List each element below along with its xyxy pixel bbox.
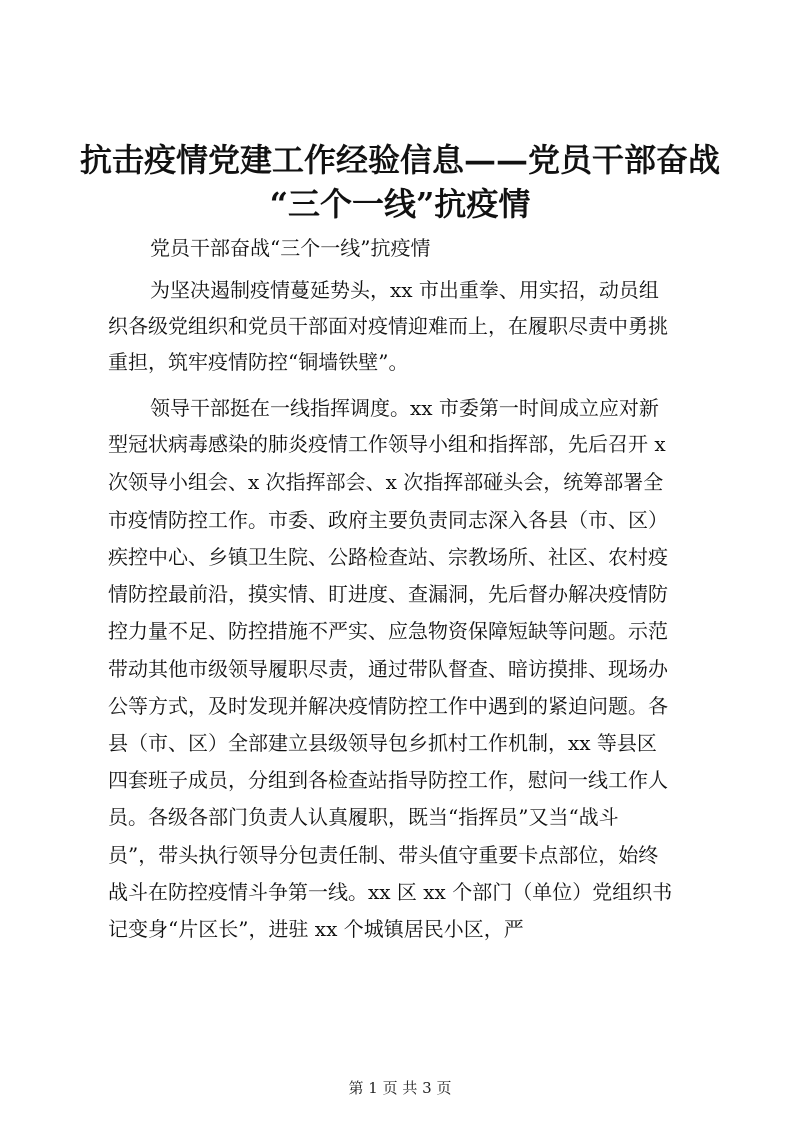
subtitle-line: 党员干部奋战“三个一线”抗疫情 bbox=[150, 236, 431, 260]
body-line: 领导干部挺在一线指挥调度。xx 市委第一时间成立应对新 bbox=[150, 396, 659, 420]
body-line: 织各级党组织和党员干部面对疫情迎难而上，在履职尽责中勇挑 bbox=[108, 314, 668, 338]
body-line: 员。各级各部门负责人认真履职，既当“指挥员”又当“战斗 bbox=[108, 805, 619, 829]
body-line: 重担，筑牢疫情防控“铜墙铁壁”。 bbox=[108, 350, 409, 374]
body-line: 战斗在防控疫情斗争第一线。xx 区 xx 个部门（单位）党组织书 bbox=[108, 880, 673, 904]
document-title-line-2: “三个一线”抗疫情 bbox=[269, 185, 531, 223]
body-line: 次领导小组会、x 次指挥部会、x 次指挥部碰头会，统筹部署全 bbox=[108, 470, 664, 494]
body-line: 情防控最前沿，摸实情、盯进度、查漏洞，先后督办解决疫情防 bbox=[108, 582, 668, 606]
body-line: 控力量不足、防控措施不严实、应急物资保障短缺等问题。示范 bbox=[108, 619, 668, 643]
body-line: 型冠状病毒感染的肺炎疫情工作领导小组和指挥部，先后召开 x bbox=[108, 432, 666, 456]
body-line: 员”，带头执行领导分包责任制、带头值守重要卡点部位，始终 bbox=[108, 843, 659, 867]
body-line: 疾控中心、乡镇卫生院、公路检查站、宗教场所、社区、农村疫 bbox=[108, 545, 668, 569]
body-line: 记变身“片区长”，进驻 xx 个城镇居民小区，严 bbox=[108, 917, 524, 941]
body-line: 为坚决遏制疫情蔓延势头，xx 市出重拳、用实招，动员组 bbox=[150, 278, 659, 302]
page-number-footer: 第 1 页 共 3 页 bbox=[348, 1079, 452, 1097]
body-line: 带动其他市级领导履职尽责，通过带队督查、暗访摸排、现场办 bbox=[108, 657, 668, 681]
body-line: 县（市、区）全部建立县级领导包乡抓村工作机制，xx 等县区 bbox=[108, 731, 657, 755]
body-line: 公等方式，及时发现并解决疫情防控工作中遇到的紧迫问题。各 bbox=[108, 694, 668, 718]
document-title-line-1: 抗击疫情党建工作经验信息——党员干部奋战 bbox=[80, 141, 721, 179]
body-line: 市疫情防控工作。市委、政府主要负责同志深入各县（市、区） bbox=[108, 508, 668, 532]
body-line: 四套班子成员，分组到各检查站指导防控工作，慰问一线工作人 bbox=[108, 768, 668, 792]
